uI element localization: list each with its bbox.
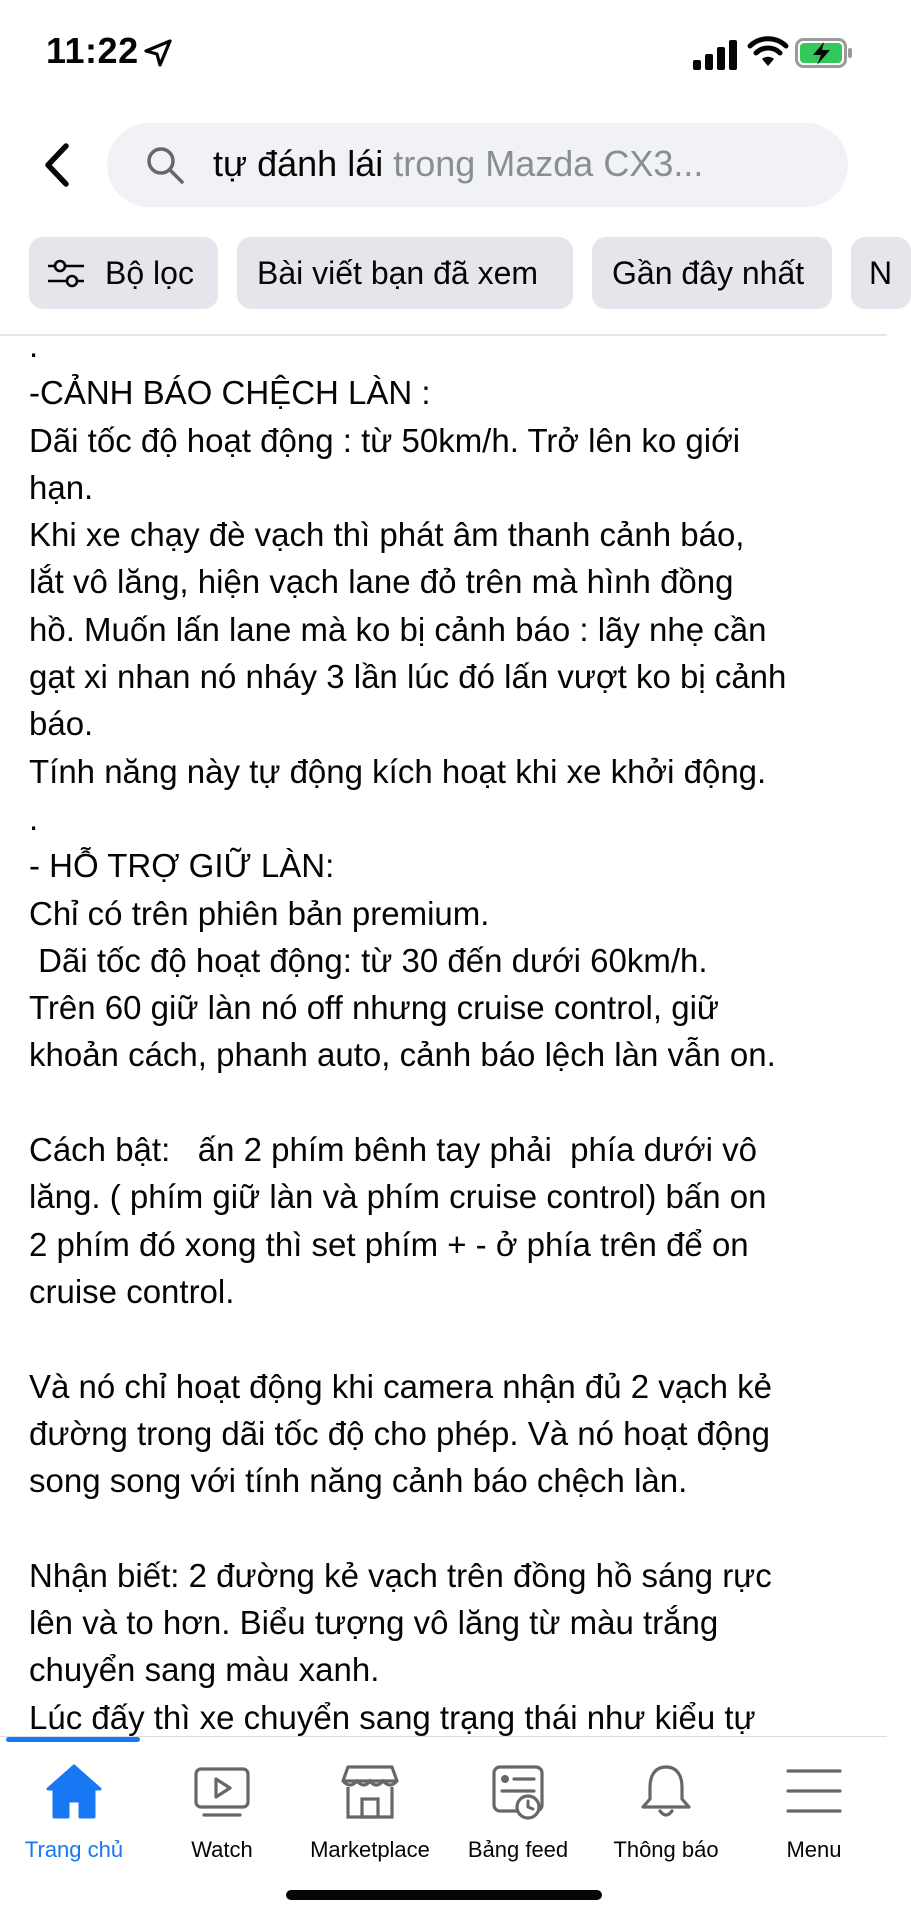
search-text [213,143,833,185]
back-button[interactable] [36,140,80,190]
tab-menu[interactable] [740,1737,888,1867]
chip-partial[interactable] [851,237,911,309]
tab-notifications[interactable] [592,1737,740,1867]
tab-watch[interactable] [148,1737,296,1867]
chip-most-recent-label: Gần đây nhất [612,255,805,291]
post-text-line: Khi xe chạy đè vạch thì phát âm thanh cảnh báo, [29,516,745,554]
filter-sliders-icon [46,257,86,289]
chip-filter[interactable] [29,237,218,309]
post-text-line: song song với tính năng cảnh báo chệch làn. [29,1462,688,1500]
tab-home-label: Trang chủ [24,1837,124,1862]
search-scope: trong Mazda CX3... [383,143,704,184]
tab-feeds-label: Bảng feed [467,1837,569,1862]
post-text-line: Tính năng này tự động kích hoạt khi xe khởi động. [29,752,767,790]
post-text-line: . [29,799,39,837]
post-text-line: Dãi tốc độ hoạt động : từ 50km/h. Trở lên ko giới [29,421,741,459]
post-text-line: Và nó chỉ hoạt động khi camera nhận đủ 2 vạch kẻ [29,1367,772,1405]
battery-charging-icon [795,38,853,68]
post-text-line: Chỉ có trên phiên bản premium. [29,894,490,932]
feeds-icon [488,1761,548,1821]
post-text-line [29,1315,869,1362]
post-text-line: Nhận biết: 2 đường kẻ vạch trên đồng hồ sáng rực [29,1556,772,1594]
wifi-icon [748,36,788,68]
post-body [29,322,869,1735]
watch-video-icon [192,1761,252,1821]
tab-home[interactable] [0,1737,148,1867]
post-text-line: Lúc đấy thì xe chuyển sang trạng thái như kiểu tự [29,1698,756,1736]
post-text-line [29,1079,869,1126]
tab-notifications-label: Thông báo [613,1837,719,1862]
post-text-line: cruise control. [29,1272,235,1310]
tab-feeds[interactable] [444,1737,592,1867]
search-query: tự đánh lái [213,143,384,184]
post-text-line: gạt xi nhan nó nháy 3 lần lúc đó lấn vượt ko bị cảnh [29,658,787,696]
status-time: 11:22 [46,30,139,71]
post-text-line: hồ. Muốn lấn lane mà ko bị cảnh báo : lãy nhẹ cần [29,610,767,648]
post-text-line: -CẢNH BÁO CHỆCH LÀN : [29,374,431,412]
cellular-signal-icon [693,40,737,70]
home-icon [44,1761,104,1821]
status-bar [0,0,887,110]
search-input[interactable] [107,123,848,207]
home-indicator [286,1890,602,1900]
post-text-line: lên và to hơn. Biểu tượng vô lăng từ màu trắng [29,1604,719,1642]
post-text-line: hạn. [29,468,94,506]
tab-watch-label: Watch [191,1837,253,1862]
post-text-line: . [29,327,39,364]
post-text-line: Dãi tốc độ hoạt động: từ 30 đến dưới 60km/h. [29,941,708,979]
filter-chips [0,237,893,309]
post-text-line: Cách bật: ấn 2 phím bênh tay phải phía dưới vô [29,1131,758,1169]
tab-menu-label: Menu [786,1837,842,1862]
chip-filter-label: Bộ lọc [105,255,194,291]
bell-icon [636,1761,696,1821]
tab-marketplace[interactable] [296,1737,444,1867]
post-text-line: chuyển sang màu xanh. [29,1651,380,1689]
post-text-line: báo. [29,705,94,743]
post-text-line: lăng. ( phím giữ làn và phím cruise control) bấn on [29,1178,767,1216]
tab-marketplace-label: Marketplace [310,1837,430,1862]
marketplace-store-icon [340,1761,400,1821]
chip-viewed-posts[interactable] [237,237,573,309]
post-text-line: đường trong dãi tốc độ cho phép. Và nó hoạt động [29,1414,770,1452]
post-text-line: khoản cách, phanh auto, cảnh báo lệch làn vẫn on. [29,1036,776,1074]
post-text-line [29,1504,869,1551]
post-text-line: Trên 60 giữ làn nó off nhưng cruise control, giữ [29,989,719,1027]
location-arrow-icon [143,38,173,68]
post-text-line: 2 phím đó xong thì set phím + - ở phía trên để on [29,1225,749,1263]
menu-icon [784,1761,844,1821]
chip-viewed-posts-label: Bài viết bạn đã xem [257,255,539,291]
post-text-line: - HỖ TRỢ GIỮ LÀN: [29,847,335,885]
chip-most-recent[interactable] [592,237,832,309]
post-text-line: lắt vô lăng, hiện vạch lane đỏ trên mà hình đồng [29,563,734,601]
search-icon [145,145,185,185]
chip-partial-label: N [869,255,893,291]
